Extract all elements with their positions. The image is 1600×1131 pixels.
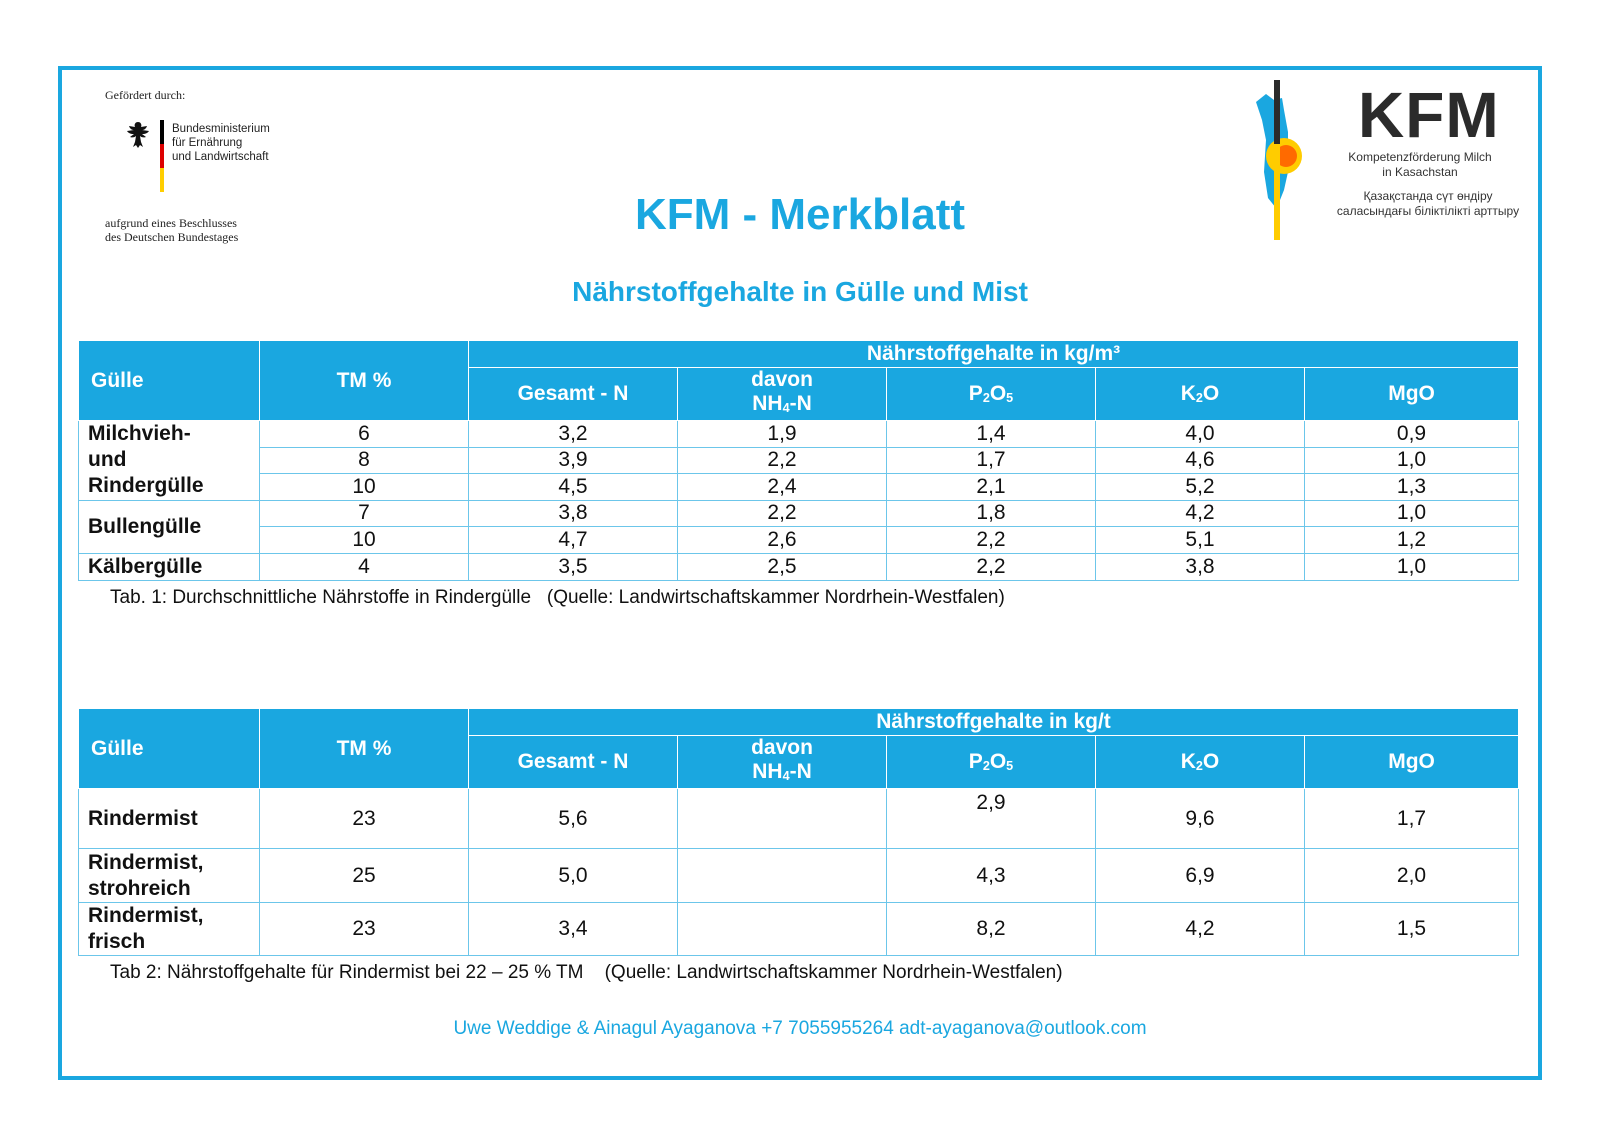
table-cell: 2,2 [678, 500, 887, 527]
table-cell: 4,7 [469, 527, 678, 554]
table-cell: 3,8 [469, 500, 678, 527]
row-label [79, 421, 260, 501]
table-cell: 1,0 [1305, 553, 1519, 580]
table-cell: 5,0 [469, 849, 678, 903]
table-cell: 1,8 [887, 500, 1096, 527]
table-row [79, 421, 1519, 448]
table-cell: 1,5 [1305, 903, 1519, 956]
row-label [79, 500, 260, 553]
table-cell: 2,2 [678, 447, 887, 474]
table1-caption: Tab. 1: Durchschnittliche Nährstoffe in Rindergülle (Quelle: Landwirtschaftskammer Nordrhein-Westfalen) [110, 587, 1005, 608]
table-cell: 3,9 [469, 447, 678, 474]
table-cell: 8 [260, 447, 469, 474]
table-row [79, 553, 1519, 580]
table-cell: 2,9 [887, 789, 1096, 849]
table-cell: 9,6 [1096, 789, 1305, 849]
header-davon-label: davon [751, 736, 813, 759]
federal-eagle-icon [124, 120, 152, 150]
header-gulle: Gülle [79, 709, 260, 789]
table-cell: 4,2 [1096, 903, 1305, 956]
german-flag-stripe [160, 120, 164, 192]
table-cell: 0,9 [1305, 421, 1519, 448]
table-row [79, 447, 1519, 474]
table-cell: 5,6 [469, 789, 678, 849]
table-cell: 1,2 [1305, 527, 1519, 554]
header-group: Nährstoffgehalte in kg/m³ [469, 341, 1519, 368]
row-label [79, 789, 260, 849]
header-k2o: $K_2O$ [1096, 736, 1305, 789]
logo-subtitle-line: in Kasachstan [1382, 165, 1458, 179]
table-cell: 23 [260, 903, 469, 956]
header-nh4-label: $NH_4-N$ [752, 760, 812, 783]
header-mgo: MgO [1305, 368, 1519, 421]
sponsor-intro: Gefördert durch: [105, 88, 186, 102]
table-cell: 4,6 [1096, 447, 1305, 474]
row-label-line: Rindermist, [88, 904, 204, 927]
table-cell: 6 [260, 421, 469, 448]
logo-kazakh-line: саласындағы біліктілікті арттыру [1336, 204, 1520, 218]
table-cell: 2,2 [887, 527, 1096, 554]
table-cell: 7 [260, 500, 469, 527]
table-cell: 1,4 [887, 421, 1096, 448]
table-cell: 1,7 [887, 447, 1096, 474]
nutrient-table-manure [78, 708, 1519, 956]
table-cell: 4,5 [469, 474, 678, 501]
table-cell: 3,4 [469, 903, 678, 956]
table-cell: 1,3 [1305, 474, 1519, 501]
header-tm: TM % [260, 341, 469, 421]
table-row [79, 903, 1519, 956]
table-cell: 4,2 [1096, 500, 1305, 527]
header-davon-label: davon [751, 368, 813, 391]
header-nh4-n [678, 736, 887, 789]
table-cell: 8,2 [887, 903, 1096, 956]
row-label-line: Rindermist [88, 806, 198, 830]
header-group: Nährstoffgehalte in kg/t [469, 709, 1519, 736]
table-cell: 1,0 [1305, 447, 1519, 474]
table-row [79, 500, 1519, 527]
table-cell: 3,2 [469, 421, 678, 448]
header-nh4-n [678, 368, 887, 421]
table-cell: 4,3 [887, 849, 1096, 903]
row-label-line: strohreich [88, 876, 191, 900]
header-gulle: Gülle [79, 341, 260, 421]
table-cell: 2,6 [678, 527, 887, 554]
row-label [79, 849, 260, 903]
table-cell: 1,0 [1305, 500, 1519, 527]
table-cell: 1,9 [678, 421, 887, 448]
table-cell [678, 849, 887, 903]
ministry-line: und Landwirtschaft [172, 151, 269, 163]
ministry-line: Bundesministerium [172, 123, 270, 135]
row-label-line: frisch [88, 930, 146, 953]
table-cell: 3,5 [469, 553, 678, 580]
header-k2o: $K_2O$ [1096, 368, 1305, 421]
table-cell: 10 [260, 527, 469, 554]
ministry-name [172, 122, 270, 164]
row-label-line: Kälbergülle [88, 554, 203, 578]
logo-kazakh-line: Қазақстанда сүт өндіру [1363, 189, 1493, 203]
header-nh4-label: $NH_4-N$ [752, 392, 812, 415]
ministry-line: für Ernährung [172, 137, 243, 149]
table-cell [678, 789, 887, 849]
header-mgo: MgO [1305, 736, 1519, 789]
table-cell: 2,4 [678, 474, 887, 501]
table-row [79, 849, 1519, 903]
row-label [79, 553, 260, 580]
kfm-logo-subtitle [1340, 150, 1500, 180]
table-cell: 5,1 [1096, 527, 1305, 554]
table-cell: 2,2 [887, 553, 1096, 580]
nutrient-table-slurry [78, 340, 1519, 581]
table-cell: 1,7 [1305, 789, 1519, 849]
table-row [79, 474, 1519, 501]
header-p2o5: $P_2O_5$ [887, 368, 1096, 421]
table2-body [79, 789, 1519, 956]
row-label-line: Rindergülle [88, 474, 204, 498]
kfm-logo-text: KFM [1358, 79, 1500, 151]
table-cell: 2,1 [887, 474, 1096, 501]
row-label-line: Rindermist, [88, 850, 204, 874]
table-cell [678, 903, 887, 956]
row-label-line: Milchvieh- [88, 422, 191, 446]
logo-subtitle-line: Kompetenzförderung Milch [1348, 150, 1492, 164]
page-title: KFM - Merkblatt [635, 190, 965, 239]
footer-contact: Uwe Weddige & Ainagul Ayaganova +7 7055955264 adt-ayaganova@outlook.com [453, 1018, 1147, 1039]
table-cell: 4 [260, 553, 469, 580]
table-cell: 3,8 [1096, 553, 1305, 580]
row-label-line: Bullengülle [88, 514, 202, 538]
table-cell: 6,9 [1096, 849, 1305, 903]
table1-body [79, 421, 1519, 581]
table-row [79, 527, 1519, 554]
header-gesamt-n: Gesamt - N [469, 736, 678, 789]
header-gesamt-n: Gesamt - N [469, 368, 678, 421]
table-cell: 4,0 [1096, 421, 1305, 448]
row-label-line: und [88, 448, 127, 472]
table-cell: 5,2 [1096, 474, 1305, 501]
table-row [79, 789, 1519, 849]
header-tm: TM % [260, 709, 469, 789]
resolution-line: aufgrund eines Beschlusses [105, 216, 237, 230]
table-cell: 10 [260, 474, 469, 501]
table-cell: 2,5 [678, 553, 887, 580]
resolution-line: des Deutschen Bundestages [105, 230, 239, 244]
table-cell: 25 [260, 849, 469, 903]
row-label [79, 903, 260, 956]
table-cell: 23 [260, 789, 469, 849]
table2-caption: Tab 2: Nährstoffgehalte für Rindermist bei 22 – 25 % TM (Quelle: Landwirtschaftskammer Nordrhein-Westfalen) [110, 962, 1063, 983]
page-subtitle: Nährstoffgehalte in Gülle und Mist [572, 276, 1028, 307]
table-cell: 2,0 [1305, 849, 1519, 903]
header-p2o5: $P_2O_5$ [887, 736, 1096, 789]
